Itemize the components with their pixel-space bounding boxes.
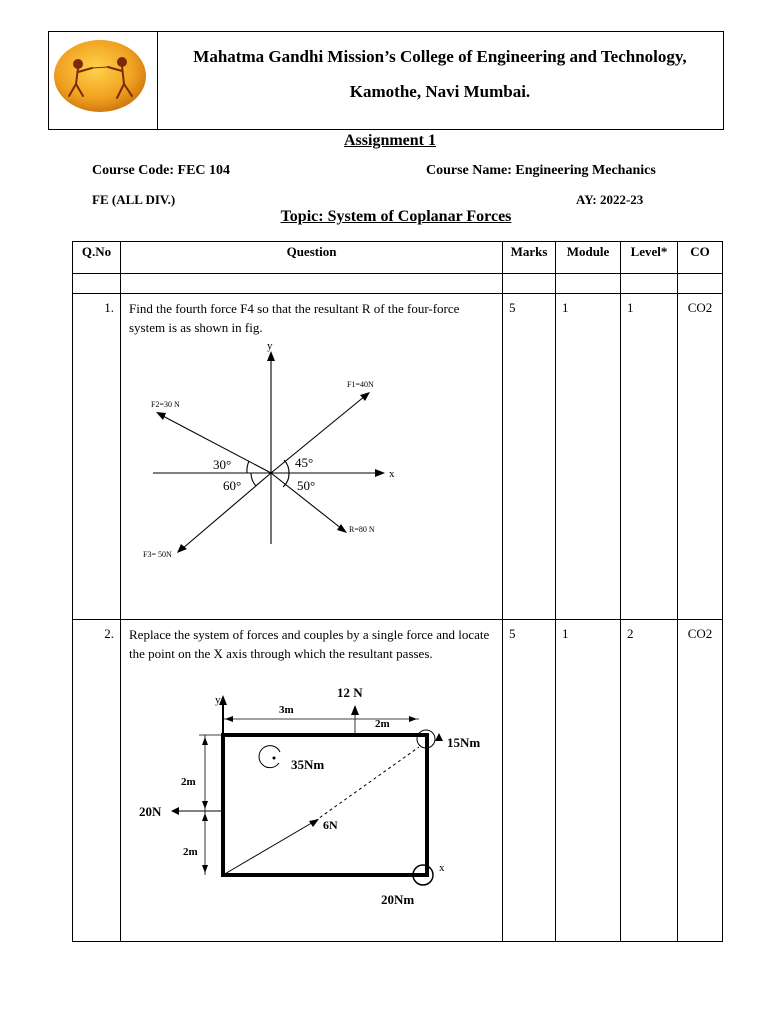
header-box <box>48 31 724 130</box>
course-code: Course Code: FEC 104 <box>92 163 231 178</box>
question-cell <box>121 294 503 620</box>
header-divider <box>157 31 158 130</box>
marks-cell: 5 <box>503 620 556 942</box>
institution-name: Mahatma Gandhi Mission’s College of Engineering and Technology, <box>193 47 687 66</box>
dim-2m-upper-label: 2m <box>181 776 196 788</box>
header-co: CO <box>678 242 723 274</box>
college-logo <box>52 38 149 114</box>
table-spacer-row <box>73 274 723 294</box>
r-label: R=80 N <box>349 525 375 534</box>
header-marks: Marks <box>503 242 556 274</box>
angle-45-label: 45° <box>295 455 314 470</box>
topic-title: Topic: System of Coplanar Forces <box>280 208 512 225</box>
angle-50-label: 50° <box>297 478 316 493</box>
f3-label: F3= 50N <box>143 550 172 559</box>
angle-60-label: 60° <box>223 478 242 493</box>
moment-15nm-label: 15Nm <box>447 735 481 750</box>
question-number: 1. <box>73 294 121 620</box>
co-cell: CO2 <box>678 620 723 942</box>
dim-2m-top-label: 2m <box>375 718 390 730</box>
question-text: Find the fourth force F4 so that the resultant R of the four-force system is as shown in fig. <box>129 301 460 335</box>
institution-location: Kamothe, Navi Mumbai. <box>349 82 531 101</box>
header-module: Module <box>556 242 621 274</box>
moment-35nm-label: 35Nm <box>291 757 325 772</box>
module-cell: 1 <box>556 294 621 620</box>
x-axis-label: x <box>389 468 395 480</box>
header-qno: Q.No <box>73 242 121 274</box>
course-name: Course Name: Engineering Mechanics <box>426 163 656 178</box>
frame-loading-figure <box>129 663 489 913</box>
question-cell <box>121 620 503 942</box>
f2-label: F2=30 N <box>151 400 180 409</box>
header-question: Question <box>121 242 503 274</box>
force-12n-label: 12 N <box>337 685 363 700</box>
force-6n-label: 6N <box>323 818 338 832</box>
level-cell: 1 <box>621 294 678 620</box>
academic-year: AY: 2022-23 <box>576 192 644 207</box>
angle-30-label: 30° <box>213 457 232 472</box>
level-cell: 2 <box>621 620 678 942</box>
y-axis-label: y <box>215 694 221 706</box>
co-cell: CO2 <box>678 294 723 620</box>
table-header-row <box>73 242 723 274</box>
questions-table <box>72 241 723 942</box>
module-cell: 1 <box>556 620 621 942</box>
force-system-figure <box>139 339 439 579</box>
x-axis-label: x <box>439 862 445 874</box>
question-text: Replace the system of forces and couples by a single force and locate the point on the X axis through which the resultant passes. <box>129 627 490 661</box>
marks-cell: 5 <box>503 294 556 620</box>
force-20n-label: 20N <box>139 804 162 819</box>
f1-label: F1=40N <box>347 380 374 389</box>
y-axis-label: y <box>267 340 273 352</box>
dim-3m-label: 3m <box>279 704 294 716</box>
assignment-title: Assignment 1 <box>343 132 436 149</box>
dim-2m-lower-label: 2m <box>183 846 198 858</box>
question-number: 2. <box>73 620 121 942</box>
division: FE (ALL DIV.) <box>92 192 176 207</box>
moment-20nm-label: 20Nm <box>381 892 415 907</box>
table-row <box>73 294 723 620</box>
header-level: Level* <box>621 242 678 274</box>
table-row <box>73 620 723 942</box>
